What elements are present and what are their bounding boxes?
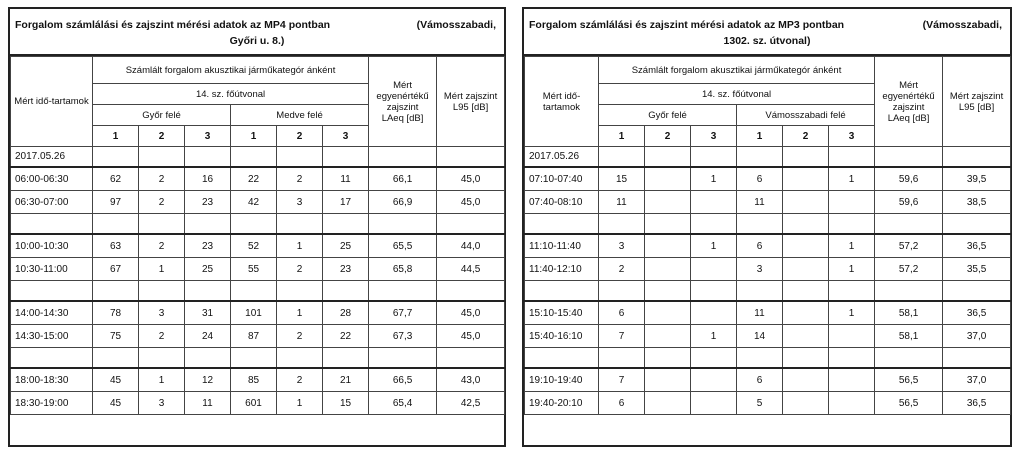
direction-header-2: Vámosszabadi felé [737,105,875,126]
table-row [11,234,505,258]
mp3-title-line3: 1302. sz. útvonal) [723,35,811,47]
empty-cell [737,147,783,168]
count-cell: 22 [231,167,277,191]
count-cell: 25 [185,258,231,281]
laeq-cell: 58,1 [875,325,943,348]
spacer-cell [783,348,829,369]
date-cell: 2017.05.26 [525,147,599,168]
count-cell [829,368,875,392]
spacer-cell [93,348,139,369]
count-cell: 2 [139,234,185,258]
laeq-header [369,57,437,147]
table-row [11,325,505,348]
count-cell: 2 [599,258,645,281]
count-cell: 63 [93,234,139,258]
vehicle-category-header: 2 [783,126,829,147]
time-range-cell: 19:40-20:10 [525,392,599,415]
count-cell: 2 [139,167,185,191]
mp4-table-panel [8,7,506,447]
count-cell: 1 [691,167,737,191]
table-row [11,191,505,214]
count-cell: 25 [323,234,369,258]
count-cell: 23 [185,234,231,258]
count-cell: 78 [93,301,139,325]
laeq-cell: 65,4 [369,392,437,415]
count-cell: 97 [93,191,139,214]
mp3-table-title [524,9,1010,56]
laeq-header-label: Mért egyenértékű zajszint [376,79,429,113]
time-range-cell: 06:30-07:00 [11,191,93,214]
count-cell [829,191,875,214]
time-range-cell: 10:30-11:00 [11,258,93,281]
spacer-cell [783,214,829,235]
count-cell: 3 [737,258,783,281]
spacer-cell [369,348,437,369]
count-cell: 2 [277,368,323,392]
l95-header [437,57,505,147]
time-range-cell: 07:10-07:40 [525,167,599,191]
laeq-header-label: Mért egyenértékű zajszint [882,79,935,113]
count-cell: 23 [323,258,369,281]
empty-cell [943,147,1011,168]
empty-cell [231,147,277,168]
laeq-cell: 56,5 [875,368,943,392]
spacer-cell [323,281,369,302]
time-range-cell: 11:40-12:10 [525,258,599,281]
laeq-header-unit: LAeq [dB] [381,112,424,124]
l95-header-unit: L95 [dB] [958,101,995,113]
vehicle-category-header: 1 [599,126,645,147]
mp3-title-line2: (Vámosszabadi, [922,19,1002,31]
spacer-cell [11,281,93,302]
table-row [525,325,1011,348]
count-cell: 11 [323,167,369,191]
spacer-cell [691,281,737,302]
count-cell [783,392,829,415]
l95-header-label: Mért zajszint [443,90,498,102]
spacer-cell [437,348,505,369]
count-cell: 11 [737,301,783,325]
spacer-cell [277,281,323,302]
empty-cell [277,147,323,168]
count-cell: 5 [737,392,783,415]
empty-cell [783,147,829,168]
count-cell [645,392,691,415]
empty-cell [829,147,875,168]
empty-cell [93,147,139,168]
spacer-cell [599,281,645,302]
laeq-cell: 66,5 [369,368,437,392]
mp4-table-title [10,9,504,56]
count-cell: 7 [599,368,645,392]
count-cell: 31 [185,301,231,325]
date-cell: 2017.05.26 [11,147,93,168]
spacer-cell [943,214,1011,235]
laeq-cell: 66,9 [369,191,437,214]
count-cell: 28 [323,301,369,325]
table-row [525,234,1011,258]
count-cell: 62 [93,167,139,191]
empty-cell [185,147,231,168]
laeq-cell: 59,6 [875,167,943,191]
spacer-cell [943,348,1011,369]
count-cell: 3 [277,191,323,214]
count-cell: 601 [231,392,277,415]
count-cell: 2 [277,325,323,348]
laeq-header-unit: LAeq [dB] [887,112,930,124]
counted-traffic-header: Számlált forgalom akusztikai járműkategór ánként [599,57,875,84]
vehicle-category-header: 3 [185,126,231,147]
count-cell: 85 [231,368,277,392]
table-row [11,301,505,325]
spacer-cell [437,214,505,235]
spacer-cell [11,214,93,235]
count-cell [645,258,691,281]
vehicle-category-header: 2 [645,126,691,147]
time-range-cell: 19:10-19:40 [525,368,599,392]
laeq-cell: 56,5 [875,392,943,415]
spacer-cell [369,281,437,302]
vehicle-category-header: 3 [691,126,737,147]
vehicle-category-header: 3 [323,126,369,147]
count-cell: 3 [139,301,185,325]
table-row [525,167,1011,191]
spacer-cell [185,348,231,369]
empty-cell [369,147,437,168]
count-cell [691,301,737,325]
mp3-data-table [524,56,1011,415]
spacer-cell [323,214,369,235]
count-cell: 6 [599,392,645,415]
count-cell: 1 [829,234,875,258]
laeq-cell: 66,1 [369,167,437,191]
laeq-cell: 65,5 [369,234,437,258]
laeq-header [875,57,943,147]
count-cell: 2 [139,325,185,348]
count-cell [691,258,737,281]
spacer-cell [829,281,875,302]
count-cell: 11 [737,191,783,214]
time-range-cell: 06:00-06:30 [11,167,93,191]
table-row [11,167,505,191]
count-cell [645,191,691,214]
count-cell [645,325,691,348]
laeq-cell: 65,8 [369,258,437,281]
spacer-cell [645,281,691,302]
l95-cell: 45,0 [437,301,505,325]
time-range-cell: 10:00-10:30 [11,234,93,258]
period-header: Mért idő-tartamok [525,57,599,147]
vehicle-category-header: 1 [737,126,783,147]
count-cell: 7 [599,325,645,348]
l95-cell: 44,5 [437,258,505,281]
count-cell: 2 [277,167,323,191]
count-cell: 1 [829,258,875,281]
time-range-cell: 15:40-16:10 [525,325,599,348]
count-cell [783,167,829,191]
count-cell: 52 [231,234,277,258]
l95-header-label: Mért zajszint [949,90,1004,102]
count-cell: 45 [93,368,139,392]
count-cell: 42 [231,191,277,214]
count-cell: 1 [139,258,185,281]
count-cell: 3 [139,392,185,415]
empty-cell [691,147,737,168]
spacer-cell [645,348,691,369]
count-cell [783,234,829,258]
direction-header-2: Medve felé [231,105,369,126]
count-cell: 15 [323,392,369,415]
vehicle-category-header: 2 [277,126,323,147]
empty-cell [139,147,185,168]
spacer-cell [599,348,645,369]
count-cell: 23 [185,191,231,214]
spacer-cell [691,348,737,369]
time-range-cell: 18:30-19:00 [11,392,93,415]
count-cell: 22 [323,325,369,348]
table-row [525,392,1011,415]
l95-cell: 36,5 [943,234,1011,258]
count-cell: 3 [599,234,645,258]
spacer-cell [737,281,783,302]
l95-cell: 36,5 [943,301,1011,325]
count-cell: 1 [277,392,323,415]
spacer-cell [525,281,599,302]
direction-header-1: Győr felé [599,105,737,126]
time-range-cell: 15:10-15:40 [525,301,599,325]
laeq-cell: 57,2 [875,258,943,281]
spacer-cell [829,214,875,235]
l95-cell: 45,0 [437,325,505,348]
count-cell: 6 [737,167,783,191]
count-cell: 75 [93,325,139,348]
empty-cell [875,147,943,168]
spacer-cell [875,214,943,235]
count-cell [645,234,691,258]
count-cell: 6 [599,301,645,325]
empty-cell [323,147,369,168]
spacer-cell [737,214,783,235]
period-header: Mért idő-tartamok [11,57,93,147]
count-cell: 55 [231,258,277,281]
count-cell: 6 [737,234,783,258]
count-cell: 1 [691,325,737,348]
spacer-cell [323,348,369,369]
table-row [525,191,1011,214]
spacer-cell [783,281,829,302]
l95-cell: 36,5 [943,392,1011,415]
count-cell: 12 [185,368,231,392]
table-row [11,368,505,392]
l95-cell: 43,0 [437,368,505,392]
spacer-cell [277,214,323,235]
spacer-cell [139,214,185,235]
count-cell [783,325,829,348]
count-cell [829,325,875,348]
count-cell [645,167,691,191]
count-cell: 1 [829,301,875,325]
empty-cell [599,147,645,168]
table-row [11,258,505,281]
mp4-title-line1: Forgalom számlálási és zajszint mérési adatok az MP4 pontban [15,19,331,31]
count-cell: 11 [185,392,231,415]
count-cell: 15 [599,167,645,191]
mp3-table-panel [522,7,1012,447]
spacer-cell [437,281,505,302]
laeq-cell: 67,3 [369,325,437,348]
spacer-cell [139,348,185,369]
count-cell: 6 [737,368,783,392]
road-header: 14. sz. főútvonal [599,84,875,105]
table-row [525,368,1011,392]
empty-cell [437,147,505,168]
count-cell [691,392,737,415]
spacer-cell [185,214,231,235]
count-cell [783,368,829,392]
spacer-cell [875,348,943,369]
l95-cell: 45,0 [437,167,505,191]
spacer-cell [231,348,277,369]
spacer-cell [525,214,599,235]
l95-cell: 37,0 [943,368,1011,392]
spacer-cell [369,214,437,235]
count-cell: 67 [93,258,139,281]
laeq-cell: 67,7 [369,301,437,325]
l95-cell: 35,5 [943,258,1011,281]
l95-cell: 44,0 [437,234,505,258]
time-range-cell: 14:00-14:30 [11,301,93,325]
l95-cell: 45,0 [437,191,505,214]
spacer-cell [231,214,277,235]
count-cell: 1 [829,167,875,191]
vehicle-category-header: 1 [93,126,139,147]
spacer-cell [93,281,139,302]
counted-traffic-header: Számlált forgalom akusztikai járműkategór ánként [93,57,369,84]
table-row [525,258,1011,281]
laeq-cell: 58,1 [875,301,943,325]
count-cell: 1 [691,234,737,258]
vehicle-category-header: 3 [829,126,875,147]
vehicle-category-header: 2 [139,126,185,147]
count-cell [783,258,829,281]
spacer-cell [185,281,231,302]
l95-header [943,57,1011,147]
table-row [525,301,1011,325]
table-row [11,392,505,415]
spacer-cell [691,214,737,235]
count-cell [691,368,737,392]
count-cell [783,191,829,214]
spacer-cell [525,348,599,369]
count-cell: 21 [323,368,369,392]
l95-cell: 39,5 [943,167,1011,191]
spacer-cell [599,214,645,235]
count-cell [645,368,691,392]
count-cell: 87 [231,325,277,348]
count-cell: 14 [737,325,783,348]
l95-cell: 38,5 [943,191,1011,214]
count-cell: 2 [139,191,185,214]
count-cell: 2 [277,258,323,281]
time-range-cell: 18:00-18:30 [11,368,93,392]
spacer-cell [139,281,185,302]
spacer-cell [645,214,691,235]
time-range-cell: 14:30-15:00 [11,325,93,348]
spacer-cell [277,348,323,369]
vehicle-category-header: 1 [231,126,277,147]
spacer-cell [829,348,875,369]
spacer-cell [943,281,1011,302]
spacer-cell [11,348,93,369]
mp4-title-line2: (Vámosszabadi, [416,19,496,31]
spacer-cell [231,281,277,302]
empty-cell [645,147,691,168]
spacer-cell [875,281,943,302]
count-cell [829,392,875,415]
l95-cell: 37,0 [943,325,1011,348]
count-cell: 17 [323,191,369,214]
laeq-cell: 57,2 [875,234,943,258]
direction-header-1: Győr felé [93,105,231,126]
count-cell: 16 [185,167,231,191]
count-cell: 24 [185,325,231,348]
count-cell: 11 [599,191,645,214]
count-cell [645,301,691,325]
road-header: 14. sz. főútvonal [93,84,369,105]
count-cell: 45 [93,392,139,415]
l95-cell: 42,5 [437,392,505,415]
mp3-title-line1: Forgalom számlálási és zajszint mérési adatok az MP3 pontban [529,19,845,31]
time-range-cell: 11:10-11:40 [525,234,599,258]
mp4-data-table [10,56,505,415]
count-cell: 101 [231,301,277,325]
laeq-cell: 59,6 [875,191,943,214]
time-range-cell: 07:40-08:10 [525,191,599,214]
count-cell [783,301,829,325]
count-cell [691,191,737,214]
count-cell: 1 [139,368,185,392]
mp4-title-line3: Győri u. 8.) [229,35,285,47]
count-cell: 1 [277,234,323,258]
spacer-cell [737,348,783,369]
count-cell: 1 [277,301,323,325]
l95-header-unit: L95 [dB] [452,101,489,113]
spacer-cell [93,214,139,235]
